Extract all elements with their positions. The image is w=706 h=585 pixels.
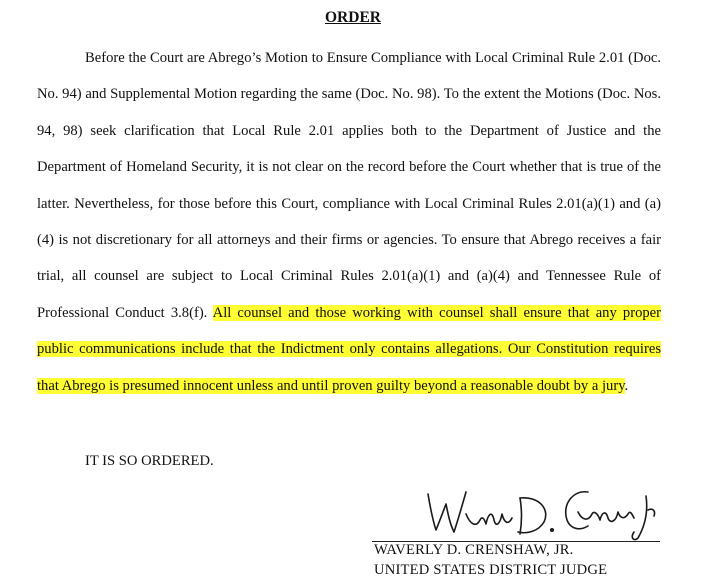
paragraph-end: . (624, 377, 629, 394)
signature-icon (410, 484, 660, 542)
document-title: ORDER (325, 9, 381, 26)
judge-title: UNITED STATES DISTRICT JUDGE (374, 562, 608, 578)
judge-name: WAVERLY D. CRENSHAW, JR. (374, 542, 574, 558)
order-paragraph (37, 40, 661, 404)
closing-statement: IT IS SO ORDERED. (85, 453, 214, 469)
highlighted-text: All counsel and those working with counsel shall ensure that any proper public communications include that the Indictment only contains allegations. Our Constitution requires that Abrego is presumed innocent unless and until proven guilty beyond a reasonable doubt by a jury (37, 304, 661, 394)
paragraph-text: Before the Court are Abrego’s Motion to Ensure Compliance with Local Criminal Rule 2.01 (Doc. No. 94) and Supplemental Motion regarding the same (Doc. No. 98). To the extent the Motions (Doc. Nos. 94, 98) seek clarification that Local Rule 2.01 applies both to the Department of Justice and the Department of Homeland Security, it is not clear on the record before the Court whether that is true of the latter. Nevertheless, for those before this Court, compliance with Local Criminal Rules 2.01(a)(1) and (a)(4) is not discretionary for all attorneys and their firms or agencies. To ensure that Abrego receives a fair trial, all counsel are subject to Local Criminal Rules 2.01(a)(1) and (a)(4) and Tennessee Rule of Professional Conduct 3.8(f). (37, 50, 661, 321)
handwritten-signature (410, 484, 660, 542)
